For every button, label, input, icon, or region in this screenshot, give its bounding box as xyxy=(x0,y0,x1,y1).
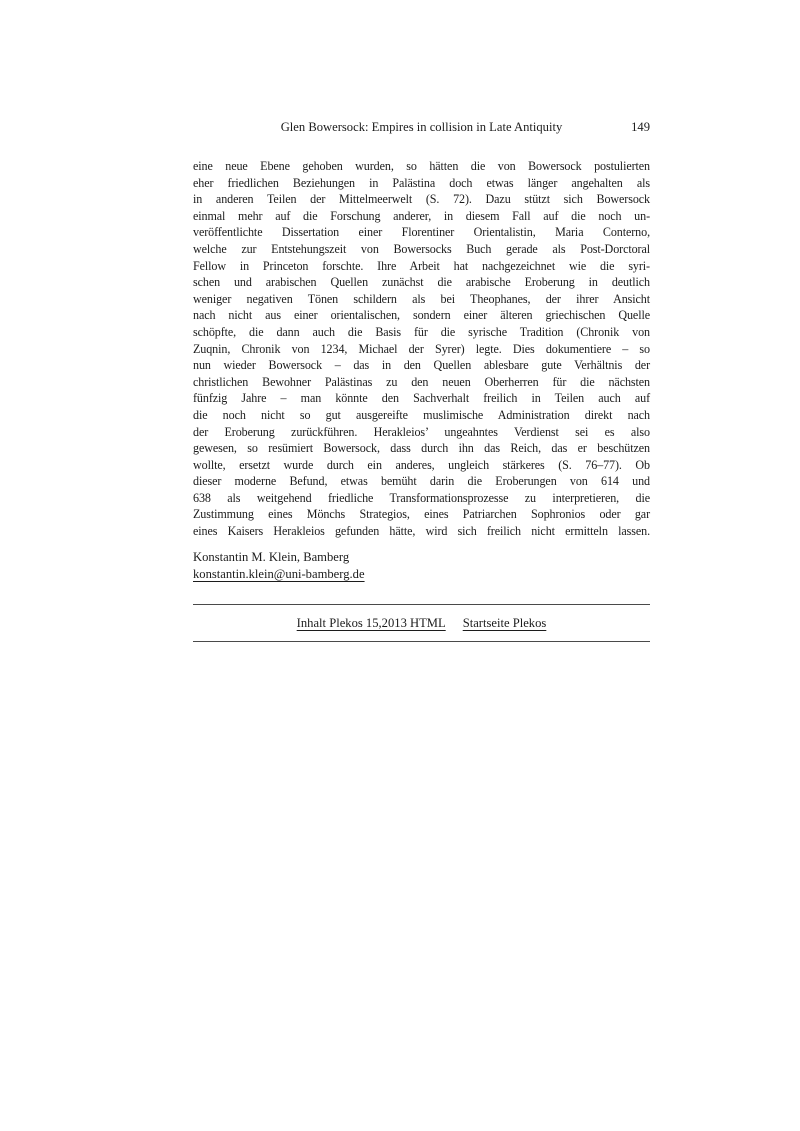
paragraph-line: fünfzig Jahre – man könnte den Sachverhalt freilich in Teilen auch auf xyxy=(193,391,650,406)
header-title: Glen Bowersock: Empires in collision in Late Antiquity xyxy=(280,120,563,134)
footer-nav xyxy=(193,604,650,642)
paragraph-line: schöpfte, die dann auch die Basis für die syrische Tradition (Chronik von xyxy=(193,324,650,339)
review-paragraph xyxy=(193,158,650,540)
paragraph-line: eine neue Ebene gehoben wurden, so hätten die von Bowersock postulierten xyxy=(193,159,650,173)
paragraph-line: wollte, ersetzt wurde durch ein anderes, ungleich stärkeres (S. 76–77). Ob xyxy=(193,457,650,472)
page-number: 149 xyxy=(631,120,650,134)
paragraph-line: eines Kaisers Herakleios gefunden hätte, wird sich freilich nicht ermitteln lassen. xyxy=(193,524,650,539)
paragraph-line: der Eroberung zurückführen. Herakleios’ ungeahntes Verdienst sei es also xyxy=(193,424,650,439)
paragraph-line: schen und arabischen Quellen zunächst die arabische Eroberung in deutlich xyxy=(193,275,650,290)
author-signature xyxy=(193,549,650,583)
paragraph-line: gewesen, so resümiert Bowersock, dass durch ihn das Reich, das er beschützen xyxy=(193,441,650,456)
paragraph-line: christlichen Bewohner Palästinas zu den neuen Oberherren für die nächsten xyxy=(193,374,650,389)
paragraph-line: nun wieder Bowersock – das in den Quellen ablesbare gute Verhältnis der xyxy=(193,358,650,373)
paragraph-line: Fellow in Princeton forschte. Ihre Arbeit hat nachgezeichnet wie die syri- xyxy=(193,258,650,273)
footer-divider-bottom xyxy=(193,641,650,642)
text-block xyxy=(193,119,650,642)
paragraph-line: weniger negativen Tönen schildern als bei Theophanes, der ihrer Ansicht xyxy=(193,291,650,306)
paragraph-line: Zuqnin, Chronik von 1234, Michael der Syrer) legte. Dies dokumentiere – so xyxy=(193,341,650,356)
footer-link-startseite-plekos[interactable]: Startseite Plekos xyxy=(462,615,547,630)
paragraph-line: nach nicht aus einer orientalischen, sondern einer älteren griechischen Quelle xyxy=(193,308,650,323)
footer-links-row xyxy=(193,605,650,641)
paragraph-line: in anderen Teilen der Mittelmeerwelt (S. 72). Dazu stützt sich Bowersock xyxy=(193,192,650,207)
paragraph-line: Zustimmung eines Mönchs Strategios, eines Patriarchen Sophronios oder gar xyxy=(193,507,650,522)
paragraph-line: 638 als weitgehend friedliche Transformationsprozesse zu interpretieren, die xyxy=(193,490,650,505)
author-email-link[interactable]: konstantin.klein@uni-bamberg.de xyxy=(193,566,365,581)
footer-link-inhalt-plekos[interactable]: Inhalt Plekos 15,2013 HTML xyxy=(296,615,446,630)
paragraph-line: welche zur Entstehungszeit von Bowersocks Buch gerade als Post-Dorctoral xyxy=(193,241,650,256)
paragraph-line: dieser moderne Befund, etwas bemüht darin die Eroberungen von 614 und xyxy=(193,474,650,489)
paragraph-line: veröffentlichte Dissertation einer Florentiner Orientalistin, Maria Conterno, xyxy=(193,225,650,240)
paragraph-line: einmal mehr auf die Forschung anderer, in diesem Fall auf die noch un- xyxy=(193,208,650,223)
running-header xyxy=(193,119,650,136)
paragraph-line: die noch nicht so gut ausgereifte muslimische Administration direkt nach xyxy=(193,407,650,422)
author-name: Konstantin M. Klein, Bamberg xyxy=(193,549,350,564)
paragraph-line: eher friedlichen Beziehungen in Palästina doch etwas länger angehalten als xyxy=(193,175,650,190)
